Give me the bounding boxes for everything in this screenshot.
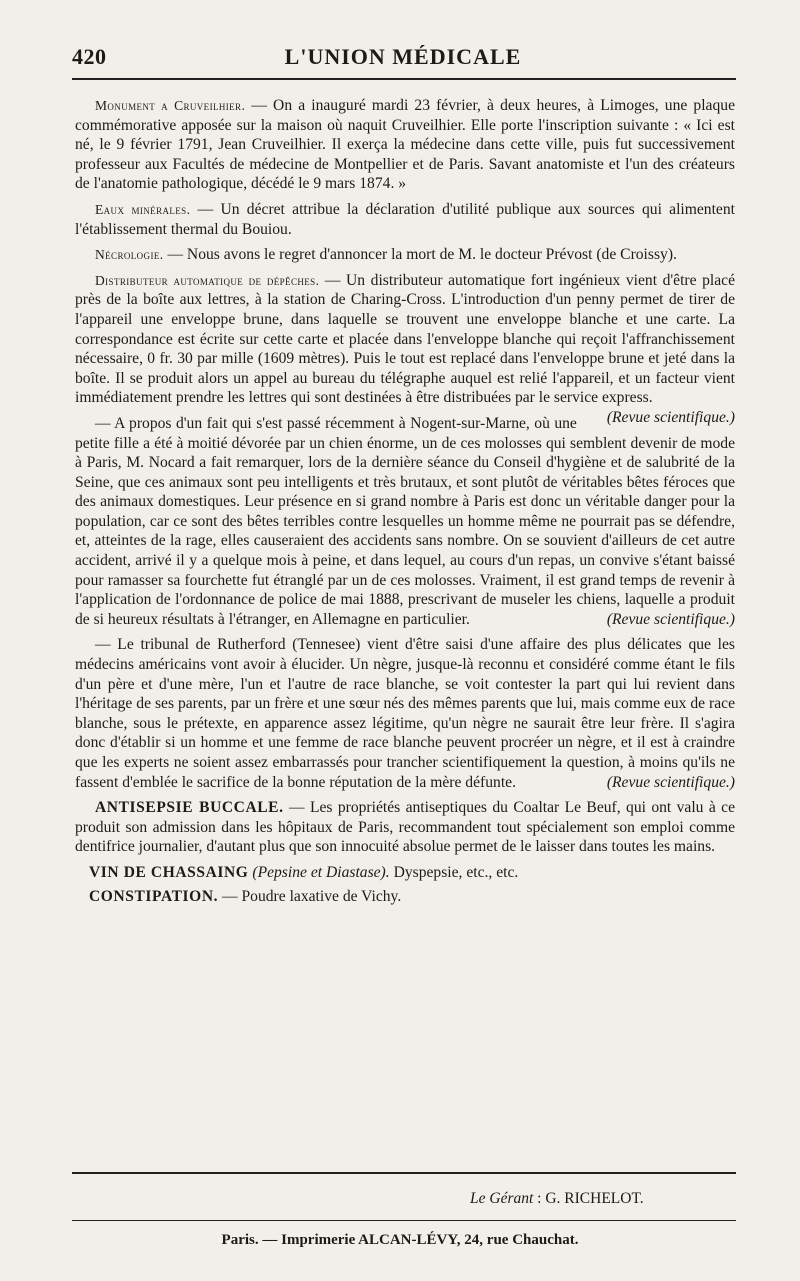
- article-text: — Nous avons le regret d'annoncer la mort de M. le docteur Prévost (de Croissy).: [167, 246, 677, 264]
- article-text: — A propos d'un fait qui s'est passé récemment à Nogent-sur-Marne, où une petite fille a été à moitié dévorée par un chien énorme, un de ces molosses qui semblent devenir de mode à Paris, M. Nocard a fait remarquer, lors de la dernière séance du Conseil d'hygiène et de salubrité de la Seine, que ces animaux sont peu intelligents et très brutaux, et sont plutôt de véritables bêtes féroces que des animaux domestiques. Leur présence en si grand nombre à Paris est donc un véritable danger pour la population, car ce sont des bêtes terribles contre lesquelles un homme même ne pourrait pas se défendre, et, atteintes de la rage, elles causeraient des accidents sans nombre. On se souvient d'ailleurs de cet autre accident, arrivé il y a quelque mois à peine, et dans lequel, au cours d'un repas, un convive s'étant baissé pour ramasser sa fourchette fut étranglé par un de ces molosses. Vraiment, il est grand temps de revenir à l'application de l'ordonnance de police de mai 1888, prescrivant de museler les chiens, laquelle a produit de si heureux résultats à l'étranger, en Allemagne en particulier.: [75, 414, 735, 628]
- page-number: 420: [72, 44, 107, 69]
- printer-rule: [72, 1220, 736, 1221]
- article-heading: Distributeur automatique de dépêches.: [95, 272, 320, 288]
- manager-signature: [470, 1190, 644, 1208]
- journal-title: L'UNION MÉDICALE: [284, 44, 522, 69]
- ad-text: — Poudre laxative de Vichy.: [222, 887, 402, 905]
- article-source: (Revue scientifique.): [606, 610, 735, 628]
- ad-antisepsie-buccale: [75, 798, 735, 857]
- article-source: (Revue scientifique.): [606, 408, 735, 426]
- article-distributeur: [75, 271, 735, 426]
- article-source: (Revue scientifique.): [606, 773, 735, 791]
- ad-constipation: [89, 887, 735, 907]
- ad-vin-chassaing: [89, 863, 735, 883]
- ad-text: Dyspepsie, etc., etc.: [393, 863, 519, 881]
- article-heading: Eaux minérales.: [95, 201, 191, 217]
- printer-line: Paris. — Imprimerie ALCAN-LÉVY, 24, rue Chauchat.: [221, 1232, 579, 1248]
- article-eaux-minerales: [75, 200, 735, 239]
- article-rutherford: [75, 635, 735, 792]
- footer-rule: [72, 1172, 736, 1174]
- article-text: — On a inauguré mardi 23 février, à deux heures, à Limoges, une plaque commémorative apposée sur la maison où naquit Cruveilhier. Elle porte l'inscription suivante : « Ici est né, le 9 février 1791, Jean Cruveilhier. Il exerça la médecine dans cette ville, puis fut successivement professeur aux Facultés de médecine de Montpellier et de Paris. Savant anatomiste et l'un des créateurs de l'anatomie pathologique, décédé le 9 mars 1874. »: [75, 97, 735, 193]
- ad-title: ANTISEPSIE BUCCALE.: [95, 799, 284, 817]
- article-molosses: [75, 414, 735, 630]
- ad-title: VIN DE CHASSAING: [89, 863, 249, 881]
- ad-text: — Les propriétés antiseptiques du Coaltar Le Beuf, qui ont valu à ce produit son admission dans les hôpitaux de Paris, recommandent tout spécialement son emploi comme dentifrice journalier, d'autant plus que son innocuité absolue permet de le laisser dans toutes les mains.: [75, 799, 735, 856]
- article-text: — Un décret attribue la déclaration d'utilité publique aux sources qui alimentent l'établissement thermal du Bouiou.: [75, 200, 735, 238]
- article-text: — Un distributeur automatique fort ingénieux vient d'être placé près de la boîte aux lettres, à la station de Charing-Cross. L'introduction d'un penny permet de tirer de l'appareil une enveloppe brune, dans laquelle se trouvent une enveloppe blanche et une carte. La correspondance est écrite sur cette carte et placée dans l'enveloppe blanche qui reçoit l'affranchissement nécessaire, 0 fr. 30 par mille (1609 mètres). Puis le tout est replacé dans l'enveloppe brune et jeté dans la boîte. Il se produit alors un appel au bureau du télégraphe auquel est relié l'appareil, et un facteur vient immédiatement prendre les lettres qui sont destinées à être distribuées par le service express.: [75, 271, 735, 407]
- manager-name: : G. RICHELOT.: [537, 1190, 644, 1207]
- article-necrologie: [75, 245, 735, 265]
- page-header: [72, 44, 734, 74]
- ad-title: CONSTIPATION.: [89, 887, 219, 905]
- article-heading: Nécrologie.: [95, 247, 164, 263]
- article-heading: Monument a Cruveilhier.: [95, 98, 246, 113]
- article-cruveilhier: [75, 96, 735, 194]
- page-body: [75, 96, 735, 906]
- manager-label: Le Gérant: [470, 1190, 534, 1207]
- article-text: — Le tribunal de Rutherford (Tennesee) vient d'être saisi d'une affaire des plus délicates que les médecins américains vont avoir à élucider. Un nègre, jusque-là reconnu et considéré comme étant le fils d'un père et d'une mère, l'un et l'autre de race blanche, se voit contester la part qui lui revient dans l'héritage de ses parents, par un frère et une sœur nés des mêmes parents que lui, mais comme eux de race blanche, sous le prétexte, en apparence assez légitime, qu'un nègre ne saurait être leur frère. Il s'agira donc d'établir si un homme et une femme de race blanche peuvent procréer un nègre, et il est à craindre que les experts ne soient assez embarrassés pour trancher scientifiquement la question, à moins qu'ils ne fassent d'emblée le sacrifice de la bonne réputation de la mère défunte.: [75, 636, 735, 791]
- header-rule: [72, 78, 736, 80]
- ad-subtitle: (Pepsine et Diastase).: [252, 863, 390, 881]
